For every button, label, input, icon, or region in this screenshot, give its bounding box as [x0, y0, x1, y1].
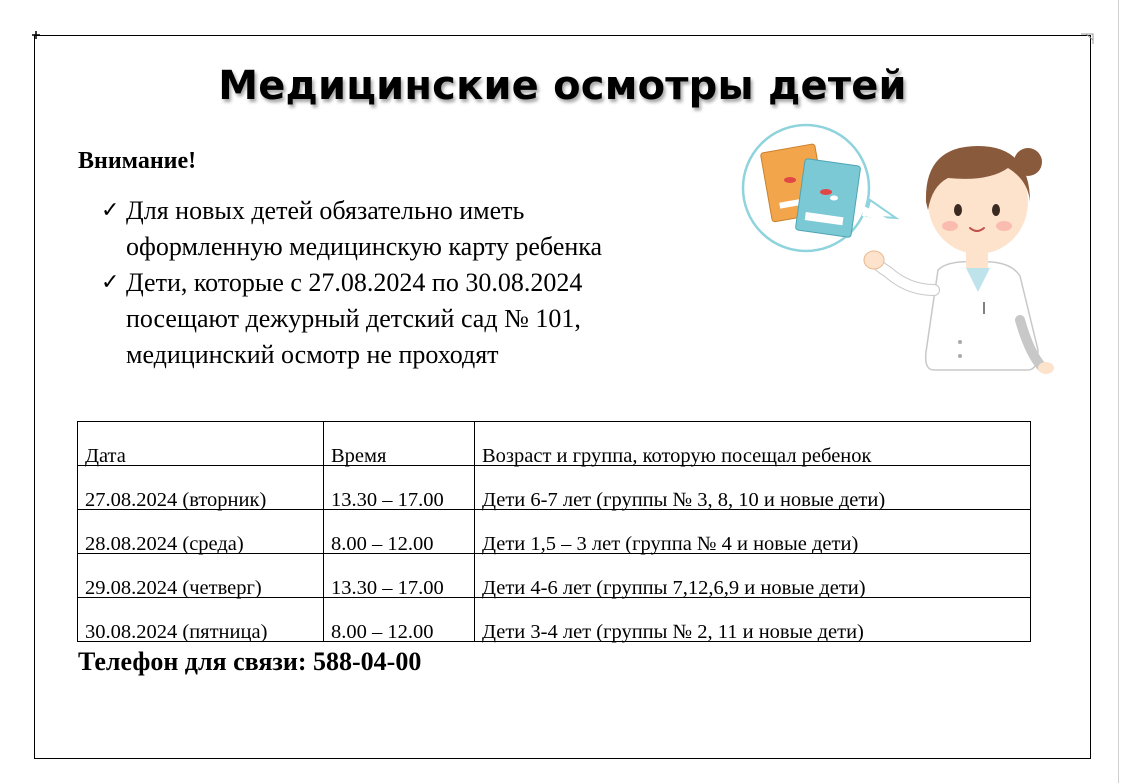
bullet-item — [101, 193, 741, 265]
table-cell: 30.08.2024 (пятница) — [78, 598, 324, 642]
checkmark-icon: ✓ — [101, 198, 120, 223]
bullet-line: посещают дежурный детский сад № 101, — [126, 304, 581, 333]
header-cell-time: Время — [324, 422, 475, 466]
bullet-line: Дети, которые с 27.08.2024 по 30.08.2024 — [126, 268, 583, 297]
table-cell: Дети 3-4 лет (группы № 2, 11 и новые дети) — [475, 598, 1031, 642]
schedule-table — [77, 421, 1031, 642]
contact-phone: Телефон для связи: 588-04-00 — [78, 647, 422, 676]
table-cell: Дети 6-7 лет (группы № 3, 8, 10 и новые дети) — [475, 466, 1031, 510]
table-row — [78, 598, 1031, 642]
header-cell-group: Возраст и группа, которую посещал ребенок — [475, 422, 1031, 466]
table-move-handle-icon[interactable] — [32, 31, 40, 39]
header-cell-date: Дата — [78, 422, 324, 466]
attention-heading: Внимание! — [78, 148, 197, 174]
table-cell: 13.30 – 17.00 — [324, 554, 475, 598]
bullet-item — [101, 265, 741, 373]
table-header-row — [78, 422, 1031, 466]
table-cell: 27.08.2024 (вторник) — [78, 466, 324, 510]
page-edge — [1118, 0, 1119, 783]
nurse-figure — [864, 146, 1054, 374]
bullet-list — [101, 193, 741, 373]
table-row — [78, 466, 1031, 510]
bullet-line: оформленную медицинскую карту ребенка — [126, 232, 603, 261]
table-cell: Дети 4-6 лет (группы 7,12,6,9 и новые дети) — [475, 554, 1031, 598]
bullet-line: медицинский осмотр не проходят — [126, 340, 499, 369]
table-row — [78, 510, 1031, 554]
table-cell: 29.08.2024 (четверг) — [78, 554, 324, 598]
nurse-illustration — [738, 120, 1058, 380]
table-cell: 8.00 – 12.00 — [324, 598, 475, 642]
bullet-line: Для новых детей обязательно иметь — [126, 196, 525, 225]
table-cell: 13.30 – 17.00 — [324, 466, 475, 510]
table-row — [78, 554, 1031, 598]
table-cell: 28.08.2024 (среда) — [78, 510, 324, 554]
table-cell: Дети 1,5 – 3 лет (группа № 4 и новые дети) — [475, 510, 1031, 554]
table-cell: 8.00 – 12.00 — [324, 510, 475, 554]
resize-handle-icon[interactable] — [1080, 33, 1094, 45]
checkmark-icon: ✓ — [101, 270, 120, 295]
page-title: Медицинские осмотры детей — [218, 63, 907, 109]
